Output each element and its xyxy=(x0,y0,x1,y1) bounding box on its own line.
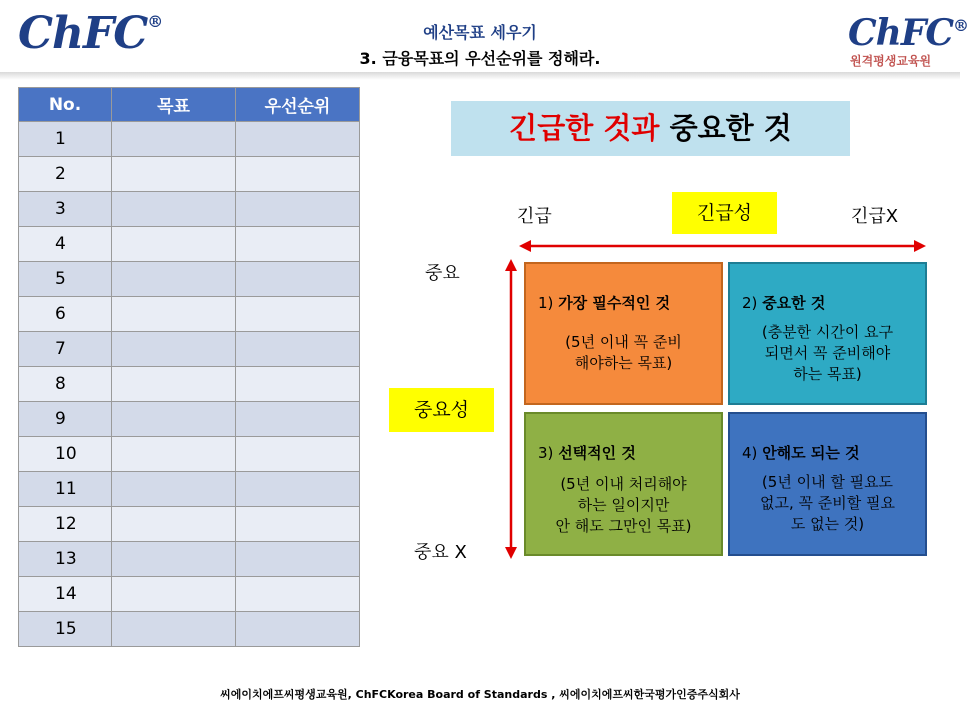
quadrant-number: 1) xyxy=(538,294,554,312)
row-number: 10 xyxy=(19,437,112,472)
quadrant-name: 중요한 것 xyxy=(762,294,826,312)
page-subtitle: 3. 금융목표의 우선순위를 정해라. xyxy=(359,49,601,68)
row-number: 11 xyxy=(19,472,112,507)
quadrant-number: 4) xyxy=(742,444,758,462)
registered-icon: ® xyxy=(147,12,163,31)
row-number: 6 xyxy=(19,297,112,332)
quadrant-title xyxy=(538,442,636,463)
banner-urgent-text: 긴급한 것과 xyxy=(509,111,660,145)
row-number: 1 xyxy=(19,122,112,157)
quadrant-title xyxy=(742,442,860,463)
quadrant-description: (5년 이내 처리해야 하는 일이지만 안 해도 그만인 목표) xyxy=(555,475,692,535)
logo-subtitle: 원격평생교육원 xyxy=(850,54,932,68)
axis-not-important-label: 중요 X xyxy=(414,542,467,563)
row-number: 5 xyxy=(19,262,112,297)
row-number: 13 xyxy=(19,542,112,577)
axis-not-urgent-label: 긴급X xyxy=(851,206,899,227)
axis-urgency-label: 긴급성 xyxy=(672,192,777,234)
row-number: 9 xyxy=(19,402,112,437)
horizontal-arrow-icon xyxy=(519,240,926,252)
row-number: 4 xyxy=(19,227,112,262)
row-number: 2 xyxy=(19,157,112,192)
row-number: 7 xyxy=(19,332,112,367)
axis-urgent-label: 긴급 xyxy=(517,206,552,227)
quadrant-important xyxy=(728,262,927,405)
quadrant-name: 안해도 되는 것 xyxy=(762,444,860,462)
axis-important-label: 중요 xyxy=(425,263,460,284)
footer-text: 씨에이치에프씨평생교육원, ChFCKorea Board of Standards , 씨에이치에프씨한국평가인증주식회사 xyxy=(220,688,740,701)
quadrant-number: 3) xyxy=(538,444,554,462)
quadrant-description: (충분한 시간이 요구 되면서 꼭 준비해야 하는 목표) xyxy=(761,323,894,383)
row-number: 15 xyxy=(19,612,112,647)
page-title: 예산목표 세우기 xyxy=(423,23,537,42)
quadrant-title xyxy=(538,292,670,313)
header-goal: 목표 xyxy=(112,88,236,122)
quadrant-description: (5년 이내 꼭 준비 해야하는 목표) xyxy=(565,333,682,372)
axis-importance-label: 중요성 xyxy=(389,388,494,432)
header-priority: 우선순위 xyxy=(236,88,360,122)
quadrant-essential xyxy=(524,262,723,405)
row-number: 8 xyxy=(19,367,112,402)
quadrant-title xyxy=(742,292,825,313)
logo-left-text: ChFC xyxy=(18,8,148,59)
logo-right-text: ChFC xyxy=(848,12,954,54)
banner-important-text: 중요한 것 xyxy=(669,111,792,145)
quadrant-name: 가장 필수적인 것 xyxy=(558,294,671,312)
registered-icon: ® xyxy=(953,16,968,35)
quadrant-description: (5년 이내 할 필요도 없고, 꼭 준비할 필요 도 없는 것) xyxy=(760,473,895,533)
row-number: 14 xyxy=(19,577,112,612)
row-number: 12 xyxy=(19,507,112,542)
vertical-arrow-icon xyxy=(505,259,517,559)
header-no: No. xyxy=(19,88,112,122)
quadrant-optional xyxy=(524,412,723,556)
quadrant-number: 2) xyxy=(742,294,758,312)
row-number: 3 xyxy=(19,192,112,227)
quadrant-unnecessary xyxy=(728,412,927,556)
quadrant-name: 선택적인 것 xyxy=(558,444,636,462)
